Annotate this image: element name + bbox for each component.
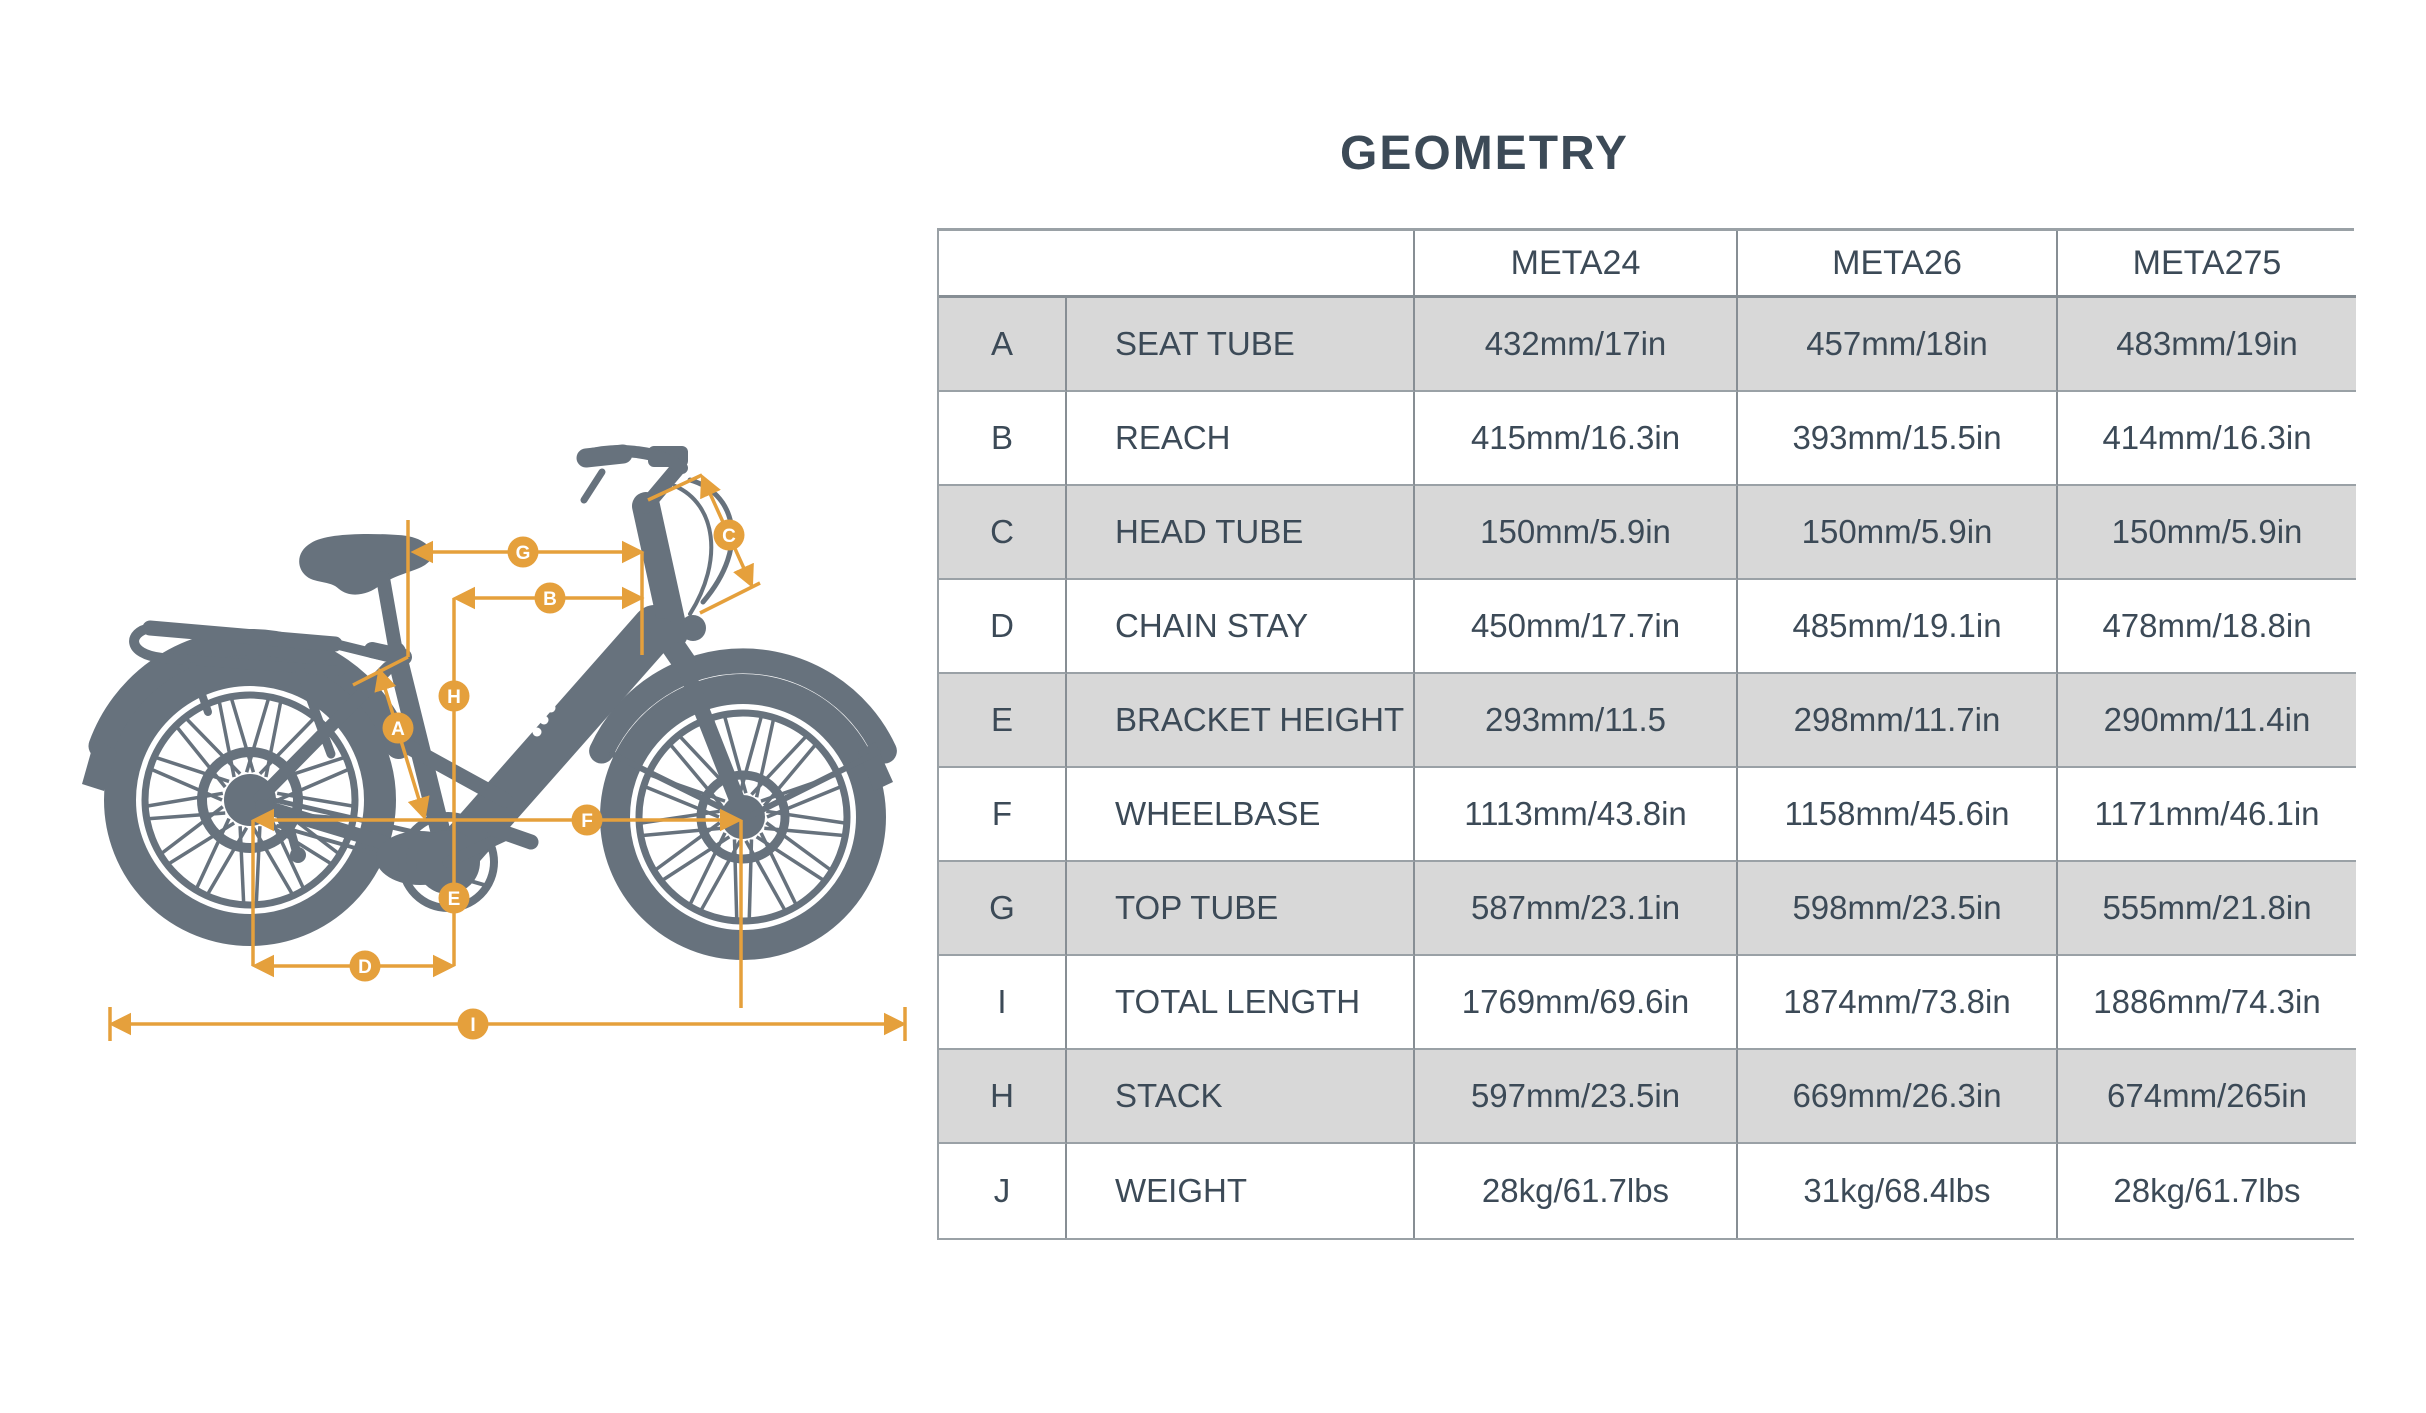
value-meta24: 28kg/61.7lbs [1415, 1144, 1738, 1238]
value-meta24: 432mm/17in [1415, 298, 1738, 392]
row-label: BRACKET HEIGHT [1067, 674, 1415, 768]
geometry-table [937, 228, 2354, 1240]
value-meta26: 393mm/15.5in [1738, 392, 2058, 486]
value-meta26: 1158mm/45.6in [1738, 768, 2058, 862]
brake-lever [584, 472, 602, 500]
row-label: TOP TUBE [1067, 862, 1415, 956]
value-meta26: 457mm/18in [1738, 298, 2058, 392]
value-meta26: 485mm/19.1in [1738, 580, 2058, 674]
value-meta275: 150mm/5.9in [2058, 486, 2356, 580]
value-meta24: 450mm/17.7in [1415, 580, 1738, 674]
seat-post [383, 578, 396, 652]
row-letter: C [939, 486, 1067, 580]
row-label: CHAIN STAY [1067, 580, 1415, 674]
value-meta24: 597mm/23.5in [1415, 1050, 1738, 1144]
value-meta275: 478mm/18.8in [2058, 580, 2356, 674]
table-header-empty [939, 231, 1415, 298]
battery-port [533, 728, 542, 737]
marker-letter-C: C [722, 526, 736, 547]
page-title: GEOMETRY [1340, 127, 1629, 180]
row-letter: B [939, 392, 1067, 486]
value-meta26: 31kg/68.4lbs [1738, 1144, 2058, 1238]
marker-letter-G: G [515, 543, 531, 564]
value-meta24: 150mm/5.9in [1415, 486, 1738, 580]
value-meta26: 598mm/23.5in [1738, 862, 2058, 956]
marker-letter-I: I [470, 1015, 476, 1036]
row-letter: G [939, 862, 1067, 956]
row-label: STACK [1067, 1050, 1415, 1144]
value-meta275: 28kg/61.7lbs [2058, 1144, 2356, 1238]
handlebar-grip [586, 454, 623, 458]
front-brake-caliper [680, 615, 706, 641]
value-meta26: 298mm/11.7in [1738, 674, 2058, 768]
value-meta275: 290mm/11.4in [2058, 674, 2356, 768]
value-meta24: 293mm/11.5 [1415, 674, 1738, 768]
marker-letter-F: F [581, 811, 593, 832]
battery-port [540, 716, 549, 725]
row-label: WHEELBASE [1067, 768, 1415, 862]
row-letter: J [939, 1144, 1067, 1238]
table-header-meta26: META26 [1738, 231, 2058, 298]
battery-port [547, 704, 556, 713]
value-meta26: 1874mm/73.8in [1738, 956, 2058, 1050]
row-letter: H [939, 1050, 1067, 1144]
marker-letter-D: D [358, 957, 372, 978]
marker-letter-H: H [447, 687, 461, 708]
row-label: REACH [1067, 392, 1415, 486]
row-label: HEAD TUBE [1067, 486, 1415, 580]
value-meta275: 1171mm/46.1in [2058, 768, 2356, 862]
row-label: WEIGHT [1067, 1144, 1415, 1238]
row-letter: E [939, 674, 1067, 768]
marker-letter-A: A [391, 719, 405, 740]
saddle [299, 534, 432, 595]
value-meta26: 669mm/26.3in [1738, 1050, 2058, 1144]
row-letter: A [939, 298, 1067, 392]
table-header-meta275: META275 [2058, 231, 2356, 298]
value-meta24: 1113mm/43.8in [1415, 768, 1738, 862]
value-meta275: 414mm/16.3in [2058, 392, 2356, 486]
row-letter: F [939, 768, 1067, 862]
value-meta275: 483mm/19in [2058, 298, 2356, 392]
value-meta275: 1886mm/74.3in [2058, 956, 2356, 1050]
marker-letter-B: B [543, 589, 557, 610]
bike-geometry-diagram [60, 430, 940, 1050]
value-meta24: 1769mm/69.6in [1415, 956, 1738, 1050]
row-label: TOTAL LENGTH [1067, 956, 1415, 1050]
bike-silhouette [82, 446, 893, 945]
value-meta275: 555mm/21.8in [2058, 862, 2356, 956]
value-meta24: 587mm/23.1in [1415, 862, 1738, 956]
value-meta26: 150mm/5.9in [1738, 486, 2058, 580]
row-letter: I [939, 956, 1067, 1050]
marker-letter-E: E [447, 889, 461, 910]
value-meta24: 415mm/16.3in [1415, 392, 1738, 486]
row-label: SEAT TUBE [1067, 298, 1415, 392]
table-header-meta24: META24 [1415, 231, 1738, 298]
row-letter: D [939, 580, 1067, 674]
value-meta275: 674mm/265in [2058, 1050, 2356, 1144]
